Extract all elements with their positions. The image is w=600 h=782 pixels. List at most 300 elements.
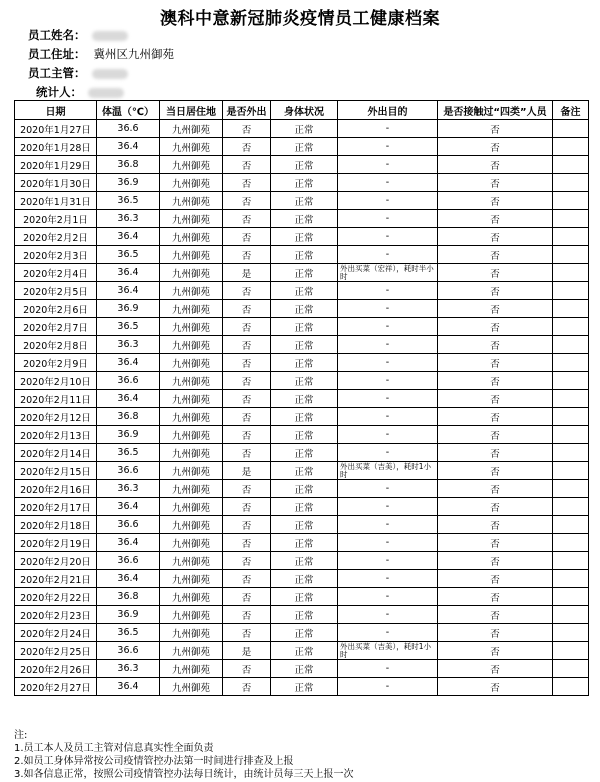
cell-health: 正常 [271,138,338,156]
table-row [15,642,589,660]
cell-date: 2020年2月14日 [15,444,97,462]
table-row [15,390,589,408]
cell-contact: 否 [438,480,553,498]
cell-date: 2020年2月9日 [15,354,97,372]
cell-residence: 九州御苑 [160,372,223,390]
table-row [15,210,589,228]
table-row [15,408,589,426]
table-row [15,156,589,174]
table-row [15,534,589,552]
cell-contact: 否 [438,426,553,444]
cell-residence: 九州御苑 [160,570,223,588]
cell-residence: 九州御苑 [160,534,223,552]
cell-purpose: - [338,570,438,588]
cell-health: 正常 [271,156,338,174]
cell-residence: 九州御苑 [160,660,223,678]
cell-date: 2020年2月21日 [15,570,97,588]
cell-purpose: - [338,678,438,696]
cell-residence: 九州御苑 [160,156,223,174]
cell-went-out: 否 [223,516,271,534]
header-went-out: 是否外出 [223,101,271,120]
cell-went-out: 否 [223,426,271,444]
header-purpose: 外出目的 [338,101,438,120]
cell-date: 2020年2月16日 [15,480,97,498]
note-2: 2.如员工身体异常按公司疫情管控办法第一时间进行排查及上报 [14,756,294,767]
header-residence: 当日居住地 [160,101,223,120]
cell-went-out: 否 [223,624,271,642]
cell-remarks [553,174,589,192]
cell-went-out: 否 [223,408,271,426]
table-row [15,138,589,156]
table-row [15,120,589,138]
cell-purpose: - [338,624,438,642]
employee-supervisor-label: 员工主管： [28,66,86,80]
cell-contact: 否 [438,498,553,516]
cell-went-out: 否 [223,138,271,156]
cell-date: 2020年1月27日 [15,120,97,138]
cell-residence: 九州御苑 [160,246,223,264]
table-row [15,246,589,264]
cell-purpose: 外出买菜（吉美），耗时1小时 [338,642,438,660]
cell-health: 正常 [271,606,338,624]
redacted-statistician [88,88,124,98]
cell-temperature: 36.6 [97,552,160,570]
cell-went-out: 否 [223,390,271,408]
cell-temperature: 36.5 [97,624,160,642]
table-row [15,516,589,534]
table-row [15,444,589,462]
cell-remarks [553,138,589,156]
cell-purpose: - [338,390,438,408]
cell-residence: 九州御苑 [160,228,223,246]
cell-temperature: 36.4 [97,390,160,408]
header-temperature: 体温（℃） [97,101,160,120]
cell-temperature: 36.6 [97,462,160,480]
cell-remarks [553,606,589,624]
employee-name-label: 员工姓名： [28,28,86,42]
cell-health: 正常 [271,210,338,228]
table-row [15,678,589,696]
cell-date: 2020年2月12日 [15,408,97,426]
cell-temperature: 36.4 [97,228,160,246]
cell-health: 正常 [271,588,338,606]
cell-went-out: 否 [223,552,271,570]
cell-went-out: 否 [223,372,271,390]
cell-contact: 否 [438,516,553,534]
cell-remarks [553,588,589,606]
cell-contact: 否 [438,660,553,678]
cell-residence: 九州御苑 [160,678,223,696]
header-health: 身体状况 [271,101,338,120]
cell-went-out: 否 [223,606,271,624]
employee-supervisor-row [28,65,128,81]
cell-remarks [553,354,589,372]
cell-temperature: 36.5 [97,444,160,462]
cell-remarks [553,678,589,696]
cell-health: 正常 [271,678,338,696]
cell-purpose: - [338,354,438,372]
cell-date: 2020年2月2日 [15,228,97,246]
cell-date: 2020年2月20日 [15,552,97,570]
cell-purpose: - [338,120,438,138]
cell-date: 2020年1月29日 [15,156,97,174]
cell-date: 2020年2月15日 [15,462,97,480]
cell-health: 正常 [271,318,338,336]
cell-health: 正常 [271,624,338,642]
cell-remarks [553,336,589,354]
cell-temperature: 36.4 [97,678,160,696]
cell-date: 2020年1月31日 [15,192,97,210]
cell-residence: 九州御苑 [160,138,223,156]
cell-went-out: 否 [223,498,271,516]
table-row [15,480,589,498]
table-row [15,354,589,372]
cell-temperature: 36.4 [97,498,160,516]
cell-purpose: - [338,372,438,390]
cell-remarks [553,372,589,390]
cell-contact: 否 [438,570,553,588]
cell-remarks [553,282,589,300]
cell-residence: 九州御苑 [160,498,223,516]
cell-date: 2020年2月1日 [15,210,97,228]
cell-purpose: - [338,246,438,264]
cell-date: 2020年2月25日 [15,642,97,660]
header-date: 日期 [15,101,97,120]
cell-remarks [553,462,589,480]
cell-purpose: - [338,156,438,174]
cell-date: 2020年2月18日 [15,516,97,534]
cell-went-out: 否 [223,660,271,678]
cell-remarks [553,408,589,426]
cell-purpose: - [338,552,438,570]
cell-contact: 否 [438,138,553,156]
cell-temperature: 36.4 [97,282,160,300]
cell-purpose: - [338,426,438,444]
statistician-label: 统计人： [36,85,82,99]
cell-temperature: 36.6 [97,372,160,390]
cell-date: 2020年2月6日 [15,300,97,318]
cell-went-out: 否 [223,120,271,138]
cell-temperature: 36.6 [97,516,160,534]
cell-health: 正常 [271,264,338,282]
cell-purpose: - [338,228,438,246]
redacted-supervisor [92,69,128,79]
cell-contact: 否 [438,282,553,300]
cell-health: 正常 [271,516,338,534]
cell-remarks [553,390,589,408]
cell-residence: 九州御苑 [160,606,223,624]
cell-date: 2020年2月26日 [15,660,97,678]
note-1: 1.员工本人及员工主管对信息真实性全面负责 [14,743,214,754]
cell-contact: 否 [438,606,553,624]
cell-health: 正常 [271,282,338,300]
cell-date: 2020年2月27日 [15,678,97,696]
cell-residence: 九州御苑 [160,516,223,534]
cell-contact: 否 [438,192,553,210]
cell-contact: 否 [438,642,553,660]
cell-remarks [553,480,589,498]
cell-went-out: 否 [223,480,271,498]
cell-temperature: 36.4 [97,354,160,372]
cell-went-out: 否 [223,588,271,606]
cell-contact: 否 [438,300,553,318]
cell-contact: 否 [438,408,553,426]
cell-health: 正常 [271,570,338,588]
cell-went-out: 否 [223,444,271,462]
cell-date: 2020年2月13日 [15,426,97,444]
cell-purpose: - [338,660,438,678]
cell-temperature: 36.4 [97,138,160,156]
cell-temperature: 36.5 [97,192,160,210]
cell-purpose: - [338,408,438,426]
cell-residence: 九州御苑 [160,174,223,192]
cell-remarks [553,552,589,570]
table-row [15,606,589,624]
table-row [15,624,589,642]
cell-temperature: 36.9 [97,300,160,318]
cell-date: 2020年2月4日 [15,264,97,282]
health-record-table [14,100,589,696]
cell-residence: 九州御苑 [160,264,223,282]
cell-health: 正常 [271,480,338,498]
cell-date: 2020年2月5日 [15,282,97,300]
cell-contact: 否 [438,120,553,138]
cell-contact: 否 [438,678,553,696]
cell-health: 正常 [271,534,338,552]
cell-remarks [553,120,589,138]
cell-health: 正常 [271,444,338,462]
cell-contact: 否 [438,462,553,480]
cell-date: 2020年2月8日 [15,336,97,354]
cell-purpose: - [338,192,438,210]
cell-contact: 否 [438,390,553,408]
cell-date: 2020年2月19日 [15,534,97,552]
cell-went-out: 否 [223,156,271,174]
cell-health: 正常 [271,228,338,246]
cell-residence: 九州御苑 [160,318,223,336]
cell-contact: 否 [438,372,553,390]
cell-temperature: 36.8 [97,408,160,426]
cell-residence: 九州御苑 [160,462,223,480]
cell-remarks [553,246,589,264]
cell-purpose: - [338,516,438,534]
header-contact: 是否接触过“四类”人员 [438,101,553,120]
cell-contact: 否 [438,588,553,606]
cell-date: 2020年2月23日 [15,606,97,624]
cell-temperature: 36.4 [97,570,160,588]
cell-went-out: 否 [223,570,271,588]
cell-went-out: 否 [223,228,271,246]
table-row [15,570,589,588]
cell-remarks [553,426,589,444]
table-row [15,462,589,480]
table-row [15,282,589,300]
cell-temperature: 36.3 [97,660,160,678]
cell-contact: 否 [438,534,553,552]
cell-remarks [553,156,589,174]
cell-went-out: 否 [223,318,271,336]
cell-date: 2020年2月10日 [15,372,97,390]
table-row [15,192,589,210]
employee-name-row [28,27,128,43]
cell-purpose: - [338,444,438,462]
table-row [15,588,589,606]
cell-went-out: 否 [223,336,271,354]
cell-temperature: 36.5 [97,318,160,336]
cell-purpose: - [338,282,438,300]
cell-health: 正常 [271,498,338,516]
cell-went-out: 否 [223,174,271,192]
cell-purpose: - [338,336,438,354]
cell-temperature: 36.9 [97,426,160,444]
cell-purpose: - [338,606,438,624]
cell-residence: 九州御苑 [160,300,223,318]
cell-remarks [553,192,589,210]
header-remarks: 备注 [553,101,589,120]
cell-contact: 否 [438,246,553,264]
cell-residence: 九州御苑 [160,426,223,444]
cell-went-out: 否 [223,210,271,228]
cell-went-out: 否 [223,282,271,300]
cell-residence: 九州御苑 [160,210,223,228]
table-row [15,426,589,444]
cell-contact: 否 [438,174,553,192]
cell-health: 正常 [271,300,338,318]
cell-remarks [553,210,589,228]
employee-address-row [28,46,174,62]
cell-remarks [553,498,589,516]
cell-went-out: 否 [223,678,271,696]
cell-remarks [553,642,589,660]
employee-address-value: 冀州区九州御苑 [93,47,174,61]
cell-health: 正常 [271,408,338,426]
cell-health: 正常 [271,174,338,192]
table-row [15,318,589,336]
cell-health: 正常 [271,336,338,354]
cell-temperature: 36.8 [97,588,160,606]
cell-residence: 九州御苑 [160,408,223,426]
cell-remarks [553,318,589,336]
cell-residence: 九州御苑 [160,390,223,408]
cell-residence: 九州御苑 [160,624,223,642]
cell-residence: 九州御苑 [160,642,223,660]
cell-temperature: 36.3 [97,480,160,498]
cell-residence: 九州御苑 [160,480,223,498]
cell-purpose: - [338,534,438,552]
cell-remarks [553,516,589,534]
cell-health: 正常 [271,552,338,570]
table-row [15,300,589,318]
cell-remarks [553,264,589,282]
cell-temperature: 36.9 [97,606,160,624]
cell-contact: 否 [438,318,553,336]
cell-temperature: 36.6 [97,120,160,138]
cell-went-out: 否 [223,354,271,372]
cell-date: 2020年2月24日 [15,624,97,642]
cell-health: 正常 [271,462,338,480]
cell-health: 正常 [271,192,338,210]
cell-purpose: - [338,138,438,156]
table-header-row [15,101,589,120]
table-row [15,336,589,354]
cell-went-out: 是 [223,264,271,282]
cell-health: 正常 [271,642,338,660]
cell-contact: 否 [438,624,553,642]
cell-date: 2020年2月3日 [15,246,97,264]
cell-remarks [553,570,589,588]
cell-residence: 九州御苑 [160,354,223,372]
cell-remarks [553,300,589,318]
cell-purpose: 外出买菜（吉美），耗时1小时 [338,462,438,480]
notes-heading: 注: [14,730,28,741]
cell-temperature: 36.5 [97,246,160,264]
cell-health: 正常 [271,372,338,390]
cell-residence: 九州御苑 [160,120,223,138]
cell-purpose: - [338,588,438,606]
cell-contact: 否 [438,210,553,228]
cell-contact: 否 [438,354,553,372]
cell-went-out: 否 [223,192,271,210]
table-row [15,174,589,192]
cell-remarks [553,624,589,642]
cell-temperature: 36.8 [97,156,160,174]
cell-purpose: - [338,300,438,318]
cell-temperature: 36.9 [97,174,160,192]
cell-health: 正常 [271,120,338,138]
cell-purpose: - [338,498,438,516]
table-row [15,372,589,390]
cell-temperature: 36.4 [97,534,160,552]
cell-date: 2020年1月28日 [15,138,97,156]
cell-health: 正常 [271,426,338,444]
cell-went-out: 是 [223,642,271,660]
cell-residence: 九州御苑 [160,336,223,354]
cell-contact: 否 [438,156,553,174]
cell-date: 2020年2月22日 [15,588,97,606]
cell-health: 正常 [271,660,338,678]
note-3: 3.如各信息正常，按照公司疫情管控办法每日统计，由统计员每三天上报一次 [14,769,354,780]
cell-residence: 九州御苑 [160,282,223,300]
cell-residence: 九州御苑 [160,192,223,210]
cell-went-out: 否 [223,534,271,552]
footnotes [14,729,354,781]
cell-contact: 否 [438,444,553,462]
cell-contact: 否 [438,336,553,354]
cell-remarks [553,228,589,246]
cell-contact: 否 [438,552,553,570]
cell-date: 2020年2月17日 [15,498,97,516]
cell-contact: 否 [438,228,553,246]
table-row [15,498,589,516]
redacted-name [92,31,128,41]
cell-went-out: 是 [223,462,271,480]
table-row [15,660,589,678]
cell-temperature: 36.3 [97,210,160,228]
cell-purpose: - [338,174,438,192]
cell-went-out: 否 [223,246,271,264]
cell-health: 正常 [271,246,338,264]
cell-purpose: 外出买菜（宏祥），耗时半小时 [338,264,438,282]
cell-temperature: 36.3 [97,336,160,354]
cell-purpose: - [338,480,438,498]
cell-remarks [553,660,589,678]
table-row [15,228,589,246]
table-row [15,552,589,570]
cell-residence: 九州御苑 [160,588,223,606]
cell-health: 正常 [271,390,338,408]
cell-date: 2020年1月30日 [15,174,97,192]
cell-remarks [553,444,589,462]
